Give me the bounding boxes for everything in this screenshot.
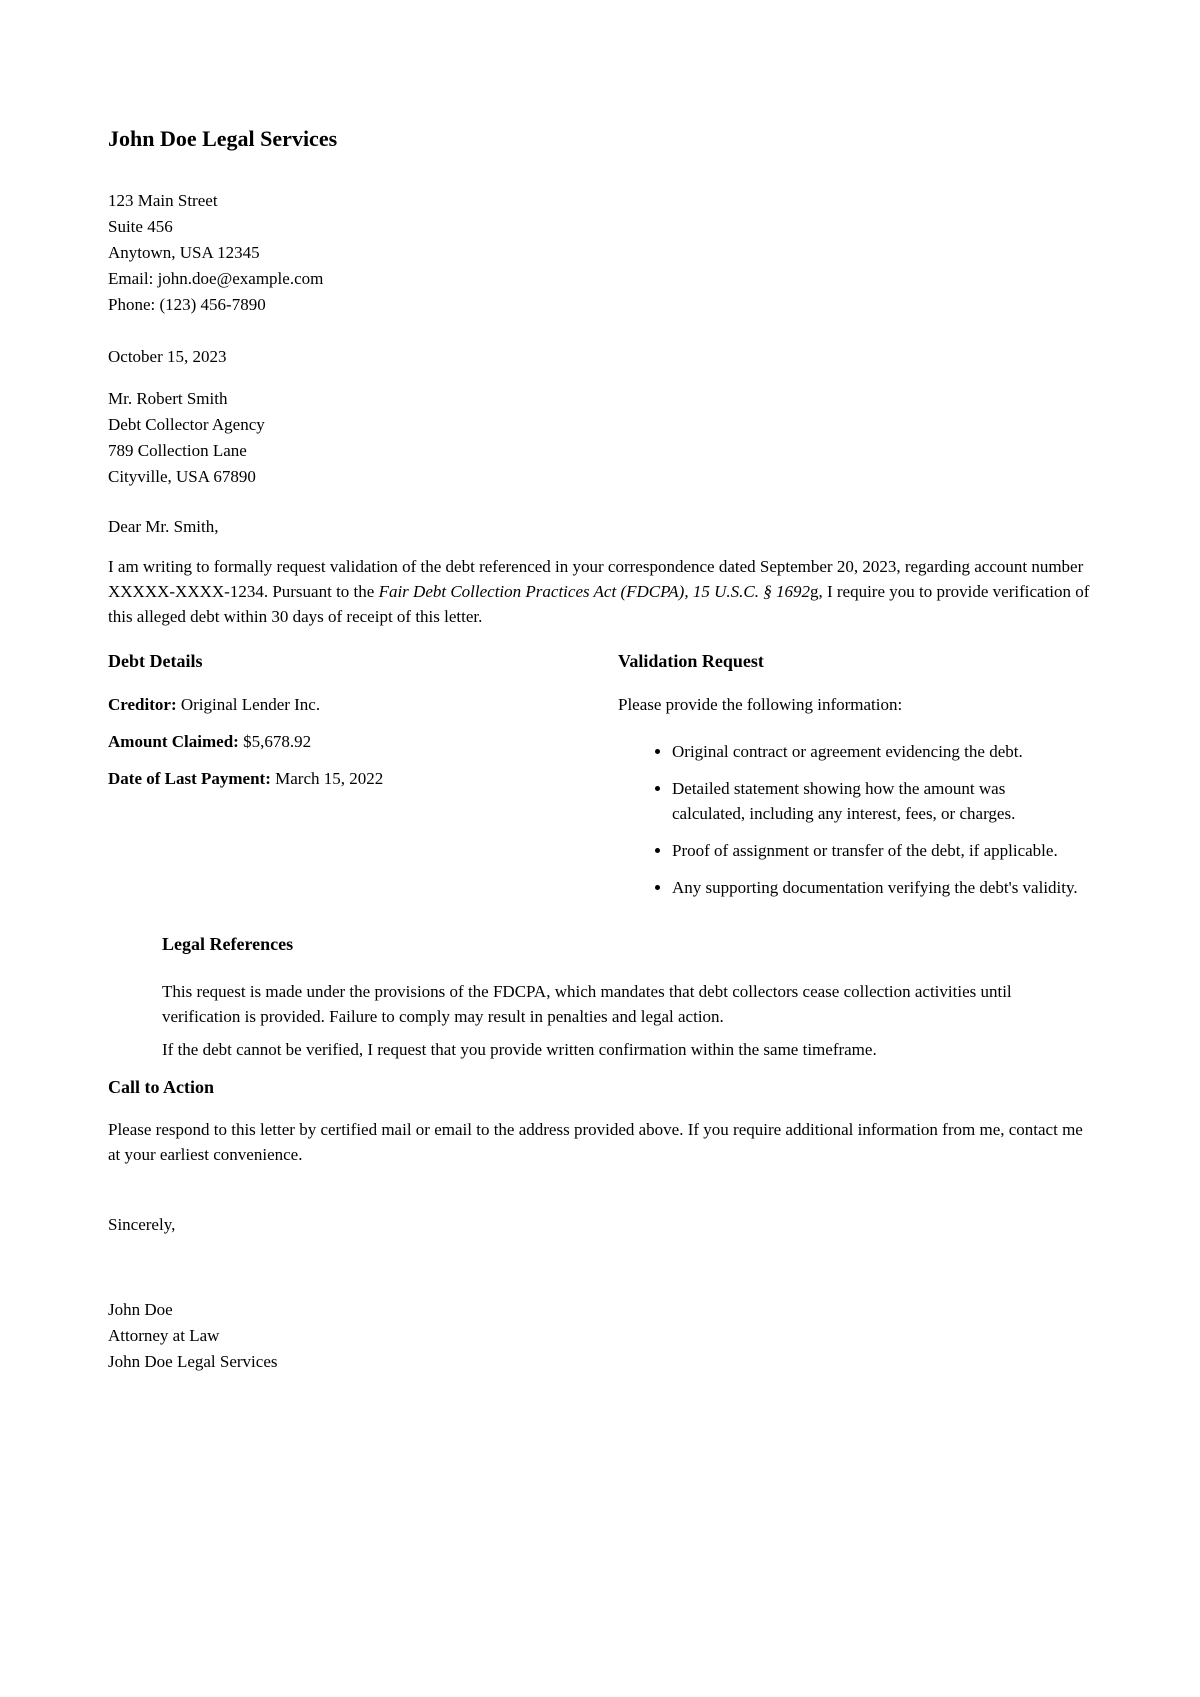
signature-company: John Doe Legal Services [108, 1352, 278, 1371]
legal-references-section [162, 932, 1092, 1062]
recipient-address-block [108, 386, 1092, 490]
recipient-address-line: 789 Collection Lane [108, 441, 247, 460]
debt-details-section [108, 649, 582, 900]
legal-references-heading: Legal References [162, 934, 294, 954]
salutation: Dear Mr. Smith, [108, 517, 219, 536]
amount-claimed-label: Amount Claimed: [108, 732, 239, 751]
signature-block [108, 1297, 1092, 1375]
statute-citation: Fair Debt Collection Practices Act (FDCPA), 15 U.S.C. § 1692 [378, 582, 810, 601]
debt-details-heading: Debt Details [108, 651, 203, 671]
last-payment-label: Date of Last Payment: [108, 769, 271, 788]
intro-text-after-citation: g, I require you to provide verification of this alleged debt within 30 days of receipt of this letter. [108, 582, 1090, 626]
call-to-action-paragraph: Please respond to this letter by certified mail or email to the address provided above. If you require additional information from me, contact me at your earliest convenience. [108, 1120, 1083, 1164]
validation-item: • Original contract or agreement evidencing the debt. [672, 739, 1082, 764]
sender-address-line: Suite 456 [108, 217, 173, 236]
creditor-value: Original Lender Inc. [180, 695, 321, 714]
call-to-action-heading: Call to Action [108, 1077, 214, 1097]
sender-address-block [108, 188, 1092, 318]
amount-claimed-field [108, 729, 582, 754]
letter-date: October 15, 2023 [108, 347, 227, 366]
call-to-action-section [108, 1075, 1092, 1167]
legal-paragraph: If the debt cannot be verified, I request that you provide written confirmation within the same timeframe. [162, 1040, 877, 1059]
signature-title: Attorney at Law [108, 1326, 220, 1345]
recipient-address-line: Cityville, USA 67890 [108, 467, 256, 486]
closing-sincerely: Sincerely, [108, 1215, 176, 1234]
validation-request-list [618, 739, 1092, 900]
details-columns [108, 649, 1092, 900]
signature-name: John Doe [108, 1300, 173, 1319]
validation-request-intro: Please provide the following information: [618, 695, 903, 714]
validation-request-heading: Validation Request [618, 651, 764, 671]
sender-address-line: Anytown, USA 12345 [108, 243, 260, 262]
validation-item: • Proof of assignment or transfer of the debt, if applicable. [672, 838, 1082, 863]
intro-paragraph [108, 554, 1092, 629]
creditor-label: Creditor: [108, 695, 177, 714]
recipient-company: Debt Collector Agency [108, 415, 265, 434]
sender-company-name: John Doe Legal Services [108, 126, 338, 151]
sender-phone-line: Phone: (123) 456-7890 [108, 295, 266, 314]
intro-text-before-citation: I am writing to formally request validation of the debt referenced in your correspondence dated September 20, 2023, regarding account number XXXXX-XXXX-1234. Pursuant to the [108, 557, 1084, 601]
validation-item: • Any supporting documentation verifying the debt's validity. [672, 875, 1082, 900]
sender-email-line: Email: john.doe@example.com [108, 269, 324, 288]
recipient-name: Mr. Robert Smith [108, 389, 228, 408]
last-payment-value: March 15, 2022 [275, 769, 384, 788]
amount-claimed-value: $5,678.92 [243, 732, 312, 751]
legal-paragraph: This request is made under the provisions of the FDCPA, which mandates that debt collectors cease collection activities until verification is provided. Failure to comply may result in penalties and legal action. [162, 982, 1012, 1026]
validation-request-section [618, 649, 1092, 900]
validation-item: • Detailed statement showing how the amount was calculated, including any interest, fees, or charges. [672, 776, 1082, 826]
creditor-field [108, 692, 582, 717]
last-payment-field [108, 766, 582, 791]
sender-address-line: 123 Main Street [108, 191, 218, 210]
